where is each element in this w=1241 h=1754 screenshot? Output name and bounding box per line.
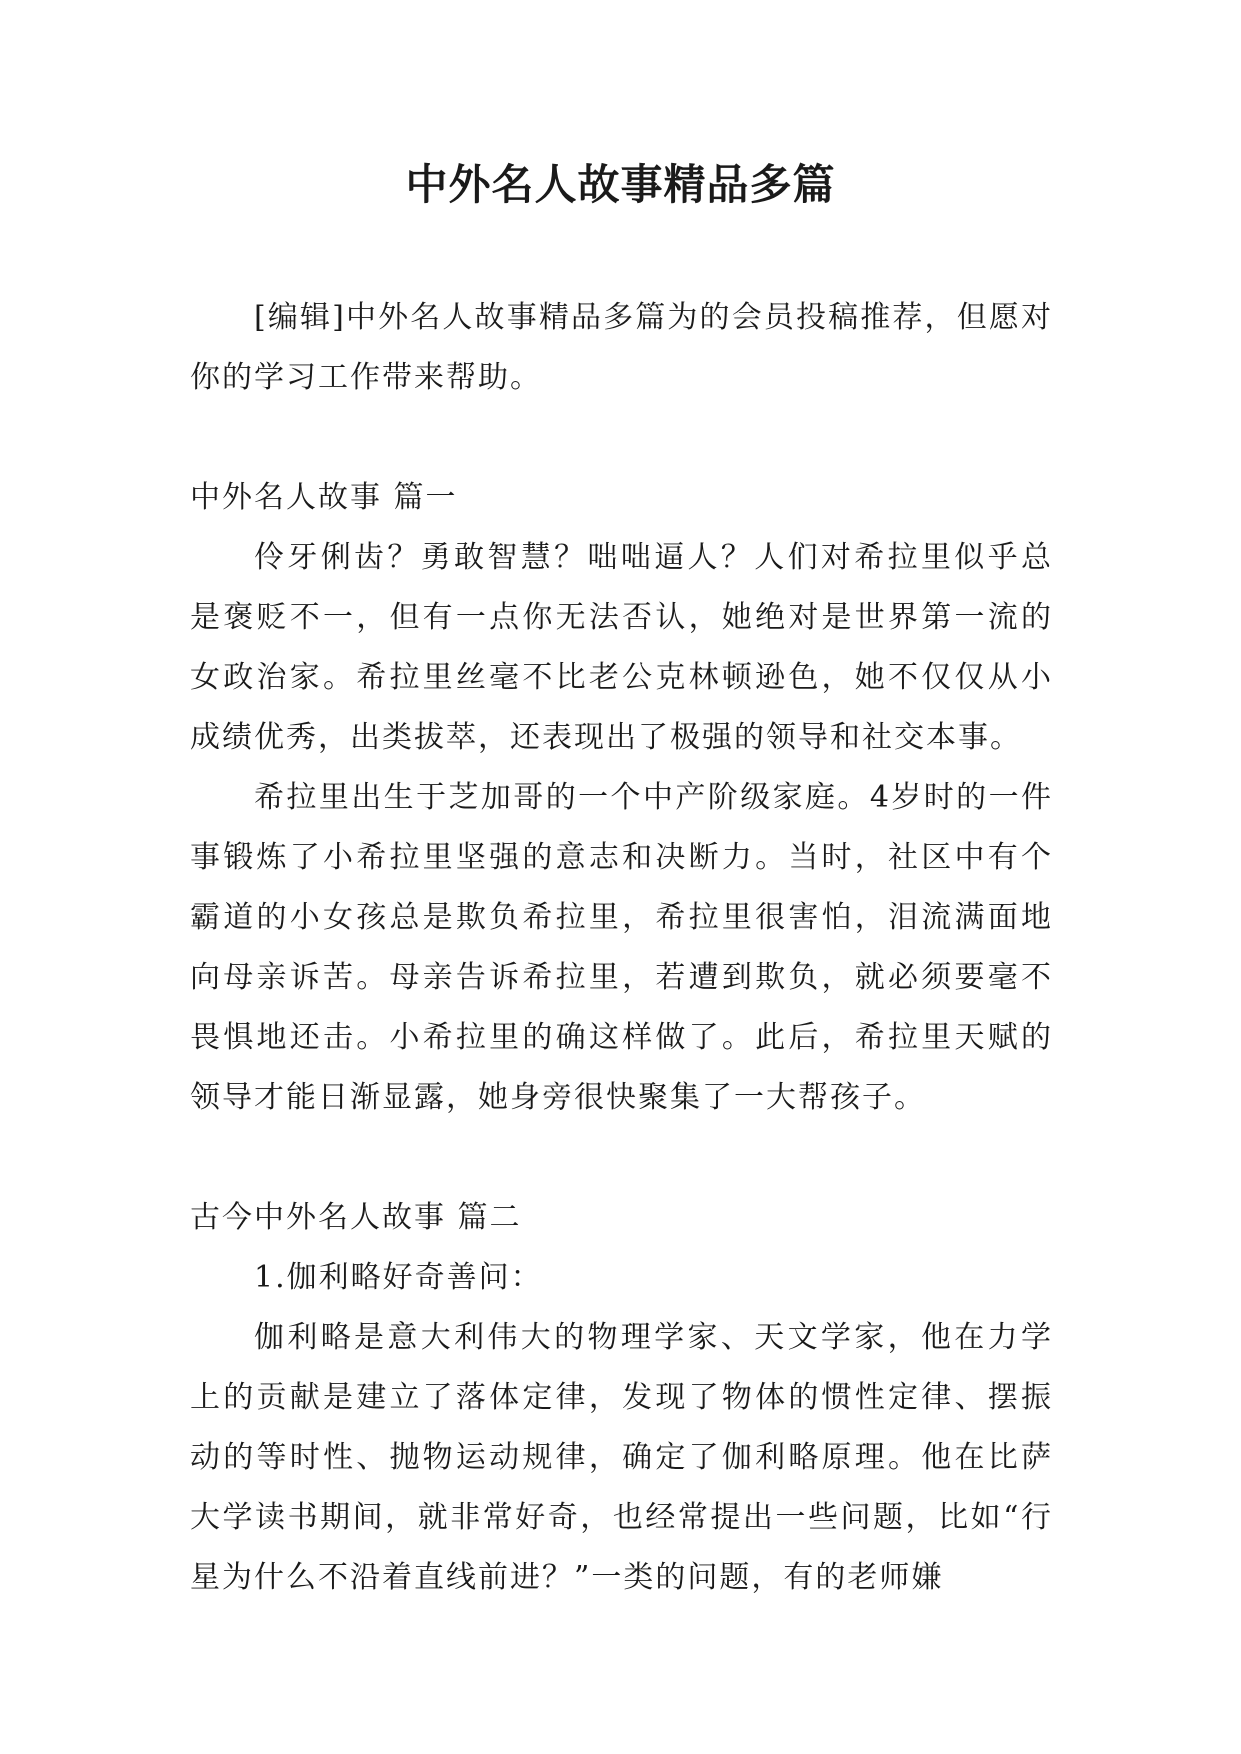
section-heading: 中外名人故事 篇一: [190, 480, 458, 515]
body-paragraph: 伽利略是意大利伟大的物理学家、天文学家，他在力学上的贡献是建立了落体定律，发现了物体的惯性定律、摆振动的等时性、抛物运动规律，确定了伽利略原理。他在比萨大学读书期间，就非常好奇，也经常提出一些问题，比如“行星为什么不沿着直线前进？”一类的问题，有的老师嫌: [190, 1320, 1053, 1595]
body-paragraph: 希拉里出生于芝加哥的一个中产阶级家庭。4岁时的一件事锻炼了小希拉里坚强的意志和决断力。当时，社区中有个霸道的小女孩总是欺负希拉里，希拉里很害怕，泪流满面地向母亲诉苦。母亲告诉希拉里，若遭到欺负，就必须要毫不畏惧地还击。小希拉里的确这样做了。此后，希拉里天赋的领导才能日渐显露，她身旁很快聚集了一大帮孩子。: [190, 780, 1053, 1115]
section-heading: 古今中外名人故事 篇二: [190, 1200, 522, 1235]
intro-paragraph: [编辑]中外名人故事精品多篇为的会员投稿推荐，但愿对你的学习工作带来帮助。: [190, 300, 1053, 395]
body-paragraph: 伶牙俐齿？勇敢智慧？咄咄逼人？人们对希拉里似乎总是褒贬不一，但有一点你无法否认，她绝对是世界第一流的女政治家。希拉里丝毫不比老公克林顿逊色，她不仅仅从小成绩优秀，出类拔萃，还表现出了极强的领导和社交本事。: [190, 540, 1053, 755]
numbered-subheading: 1.伽利略好奇善问：: [254, 1260, 543, 1295]
document-body: [190, 288, 1053, 1608]
document-title: 中外名人故事精品多篇: [405, 160, 836, 209]
